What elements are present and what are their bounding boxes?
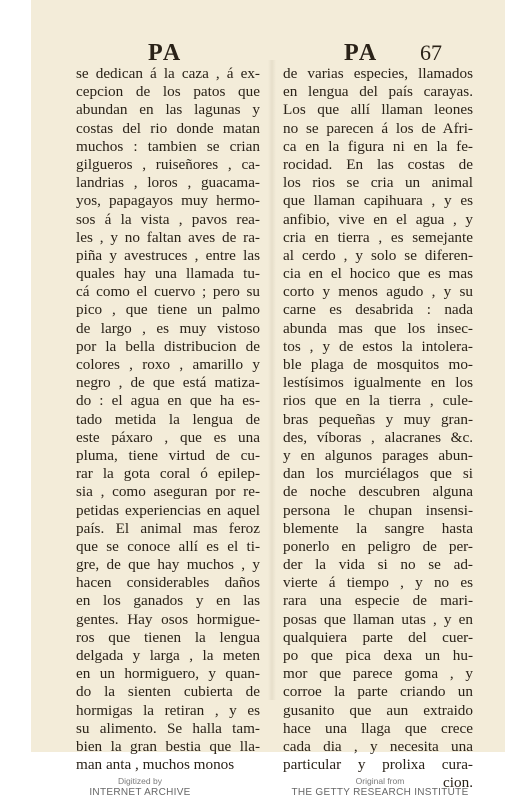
text-line: cria en tierra , es semejante (283, 228, 473, 246)
text-line: no se parecen á los de Afri- (283, 119, 473, 137)
text-line: bien la gran bestia que lla- (76, 737, 260, 755)
text-line: anfibio, vive en el agua , y (283, 210, 473, 228)
text-line: delgada y larga , la meten (76, 647, 260, 664)
text-line: ponerlo en peligro de per- (283, 537, 473, 555)
text-line: quales hay una llamada tu- (76, 265, 260, 283)
text-line: lestísimos igualmente en los (283, 374, 473, 392)
text-line: piña y avestruces , entre las (76, 246, 260, 264)
text-line: y en algunos parages abun- (283, 446, 473, 464)
text-line: se dedican á la caza , á ex- (76, 65, 260, 82)
text-line: su alimento. Se halla tam- (76, 719, 260, 737)
text-line: al cerdo , y solo se diferen- (283, 246, 473, 264)
text-line: por la bella distribucion de (76, 337, 260, 355)
running-head-right: PA (344, 40, 379, 66)
text-line: en los ganados y en las (76, 592, 260, 610)
text-line: cada dia , y necesita una (283, 737, 473, 755)
footer-original-label: Original from (355, 776, 405, 786)
text-line: hacen considerables daños (76, 574, 260, 592)
text-line: rar la gota coral ó epilep- (76, 465, 260, 483)
text-line: rios que en la tierra , cule- (283, 392, 473, 410)
text-line: abunda mas que los insec- (283, 319, 473, 337)
footer-source: THE GETTY RESEARCH INSTITUTE (291, 787, 469, 798)
text-line: dan los murciélagos que si (283, 465, 473, 483)
text-line: hormigas la retiran , y es (76, 701, 260, 719)
running-head-left: PA (148, 40, 183, 66)
footer-original (270, 776, 490, 798)
text-line: bras pequeñas y muy gran- (283, 410, 473, 428)
text-line: negro , de que está matiza- (76, 374, 260, 392)
text-line: corto y menos agudo , y su (283, 283, 473, 301)
text-line: des, víboras , alacranes &c. (283, 428, 473, 446)
text-line: landrias , loros , guacama- (76, 174, 260, 192)
page-number: 67 (420, 40, 442, 65)
text-line: carne es desabrida : nada (283, 301, 473, 319)
text-line: ble plaga de mosquitos mo- (283, 356, 473, 373)
text-line: mor que parece goma , y (283, 665, 473, 683)
text-line: sos á la vista , pavos rea- (76, 210, 260, 228)
text-line: colores , roxo , amarillo y (76, 356, 260, 373)
text-line: muchos : tambien se crian (76, 137, 260, 155)
text-line: rara una especie de mari- (283, 592, 473, 610)
text-line: de varias especies, llamados (283, 65, 473, 82)
text-line: costas del rio donde matan (76, 119, 260, 137)
text-line: posas que llaman utas , y en (283, 610, 473, 628)
text-line: les , y no faltan aves de ra- (76, 228, 260, 246)
text-line: corroe la parte criando un (283, 683, 473, 701)
text-line: de largo , es muy vistoso (76, 319, 260, 337)
text-line: hace una llaga que crece (283, 719, 473, 737)
text-line: gre, de que hay muchos , y (76, 556, 260, 574)
column-gutter (268, 60, 276, 700)
text-line: los rios se cria un animal (283, 174, 473, 192)
footer-digitized (60, 776, 220, 798)
text-line: vierte á tiempo , y no es (283, 574, 473, 592)
footer-digitized-label: Digitized by (118, 776, 162, 786)
text-line: der la vida si no se ad- (283, 556, 473, 574)
text-line: en un hormiguero, y quan- (76, 665, 260, 683)
hathitrust-stamp (0, 320, 2, 770)
text-line: qualquiera parte del cuer- (283, 628, 473, 646)
text-line: cá como el cuervo ; pero su (76, 283, 260, 301)
text-line: sia , como aseguran por re- (76, 483, 260, 501)
text-line: gusanito que aun extraido (283, 701, 473, 719)
stamp-line-license (0, 320, 2, 770)
text-line: en lengua del país carayas. (283, 83, 473, 101)
text-line: cepcion de los patos que (76, 83, 260, 101)
text-line: man anta , muchos monos (76, 756, 235, 774)
footer-digitizer: INTERNET ARCHIVE (89, 787, 191, 798)
text-line: gentes. Hay osos hormigue- (76, 610, 260, 628)
text-line: pluma, tiene virtud de cu- (76, 446, 260, 464)
text-line: petidas experiencias en aquel (76, 501, 260, 519)
text-line: blemente la sangre hasta (283, 519, 473, 537)
text-line: ca en la figura ni en la fe- (283, 137, 473, 155)
text-line: cion. (443, 774, 473, 792)
text-line: yos, papagayos muy hermo- (76, 192, 260, 210)
text-line: abundan en las lagunas y (76, 101, 260, 119)
text-line: po que pica dexa un hu- (283, 647, 473, 664)
text-line: Los que allí llaman leones (283, 101, 473, 119)
text-line: rocidad. En las costas de (283, 155, 473, 173)
text-line: tado metida la lengua de (76, 410, 260, 428)
text-line: gilgueros , ruiseñores , ca- (76, 155, 260, 173)
text-line: ros que tienen la lengua (76, 628, 260, 646)
text-line: do la sienten cubierta de (76, 683, 260, 701)
text-line: que llaman capihuara , y es (283, 192, 473, 210)
text-line: este páxaro , que es una (76, 428, 260, 446)
text-line: cia en el hocico que es mas (283, 265, 473, 283)
text-line: particular y prolixa cura- (283, 756, 473, 774)
text-line: país. El animal mas feroz (76, 519, 260, 537)
text-line: que se conoce allí es el ti- (76, 537, 260, 555)
text-line: de noche descubren alguna (283, 483, 473, 501)
text-line: pico , que tiene un palmo (76, 301, 260, 319)
text-line: tos , y de estos la intolera- (283, 337, 473, 355)
text-column-left (76, 65, 260, 774)
text-line: do : el agua en que ha es- (76, 392, 260, 410)
text-line: persona le chupan insensi- (283, 501, 473, 519)
text-column-right (283, 65, 473, 793)
